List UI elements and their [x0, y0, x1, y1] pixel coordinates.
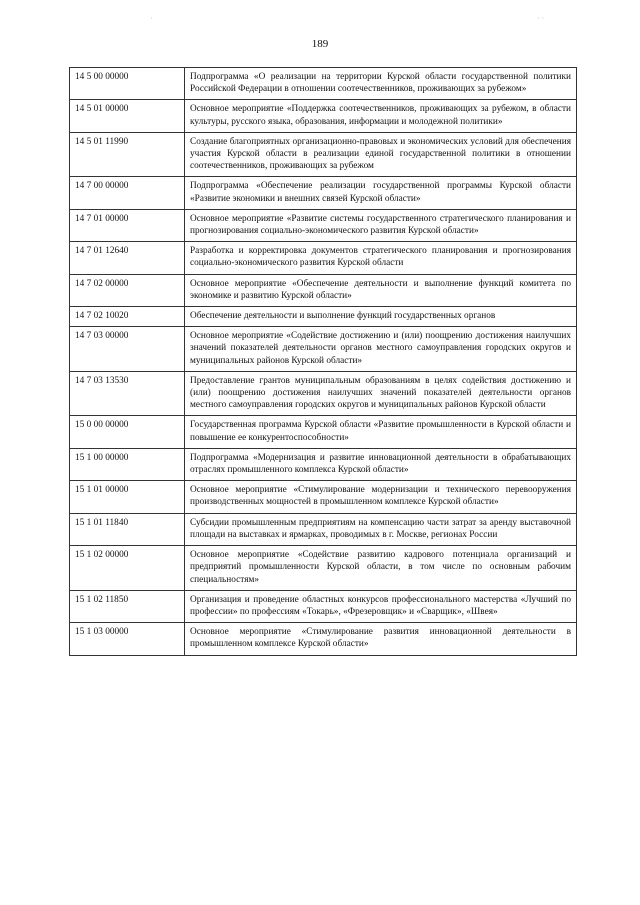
classification-code-cell: 14 7 01 12640: [70, 242, 185, 274]
classification-code-cell: 14 5 01 11990: [70, 132, 185, 177]
classification-code-cell: 15 1 03 00000: [70, 623, 185, 655]
classification-code-cell: 14 7 00 00000: [70, 177, 185, 209]
classification-code-cell: 15 1 01 00000: [70, 481, 185, 513]
table-row: [70, 209, 577, 241]
table-body: [70, 68, 577, 656]
classification-code-cell: 15 1 02 00000: [70, 546, 185, 591]
description-cell: Организация и проведение областных конкурсов профессионального мастерства «Лучший по профессии» по профессиям «Токарь», «Фрезеровщик» и «Сварщик», «Швея»: [185, 590, 577, 622]
classification-code-cell: 14 7 01 00000: [70, 209, 185, 241]
description-cell: Основное мероприятие «Поддержка соотечественников, проживающих за рубежом, в области культуры, русского языка, образования, информации и молодежной политики»: [185, 100, 577, 132]
table-row: [70, 448, 577, 480]
classification-code-cell: 15 1 01 11840: [70, 513, 185, 545]
table-row: [70, 132, 577, 177]
scan-speck: ·: [150, 14, 153, 23]
description-cell: Создание благоприятных организационно-правовых и экономических условий для обеспечения участия Курской области в реализации единой государственной политики в отношении соотечественников, проживающих за рубежом: [185, 132, 577, 177]
table-row: [70, 307, 577, 327]
scan-speck: · ·: [537, 14, 545, 23]
description-cell: Государственная программа Курской области «Развитие промышленности в Курской области и повышение ее конкурентоспособности»: [185, 416, 577, 448]
description-cell: Разработка и корректировка документов стратегического планирования и прогнозирования социально-экономического развития Курской области: [185, 242, 577, 274]
table-row: [70, 242, 577, 274]
classification-code-cell: 14 7 03 13530: [70, 371, 185, 416]
table-row: [70, 416, 577, 448]
description-cell: Подпрограмма «Модернизация и развитие инновационной деятельности в обрабатывающих отраслях промышленного комплекса Курской области»: [185, 448, 577, 480]
classification-code-cell: 15 1 00 00000: [70, 448, 185, 480]
description-cell: Основное мероприятие «Стимулирование развития инновационной деятельности в промышленном комплексе Курской области»: [185, 623, 577, 655]
classification-code-cell: 15 1 02 11850: [70, 590, 185, 622]
table-row: [70, 546, 577, 591]
description-cell: Основное мероприятие «Обеспечение деятельности и выполнение функций комитета по экономике и развитию Курской области»: [185, 274, 577, 306]
classification-code-cell: 14 5 00 00000: [70, 68, 185, 100]
description-cell: Основное мероприятие «Содействие развитию кадрового потенциала организаций и предприятий промышленности Курской области, в том числе по основным рабочим специальностям»: [185, 546, 577, 591]
description-cell: Предоставление грантов муниципальным образованиям в целях содействия достижению и (или) поощрению достижения наилучших значений показателей деятельности органов местного самоуправления городских округов и муниципальных районов Курской области: [185, 371, 577, 416]
description-cell: Основное мероприятие «Стимулирование модернизации и технического перевооружения производственных мощностей в промышленном комплексе Курской области»: [185, 481, 577, 513]
classification-code-cell: 14 7 02 00000: [70, 274, 185, 306]
table-row: [70, 177, 577, 209]
classification-code-cell: 14 5 01 00000: [70, 100, 185, 132]
table-row: [70, 100, 577, 132]
table-row: [70, 327, 577, 372]
description-cell: Субсидии промышленным предприятиям на компенсацию части затрат за аренду выставочной площади на выставках и ярмарках, проводимых в г. Москве, регионах России: [185, 513, 577, 545]
description-cell: Основное мероприятие «Содействие достижению и (или) поощрению достижения наилучших значений показателей деятельности органов местного самоуправления городских округов и муниципальных районов Курской области»: [185, 327, 577, 372]
table-row: [70, 623, 577, 655]
budget-classification-table: [69, 67, 577, 656]
table-row: [70, 274, 577, 306]
table-row: [70, 590, 577, 622]
page-number: 189: [311, 38, 329, 50]
classification-code-cell: 15 0 00 00000: [70, 416, 185, 448]
table-row: [70, 481, 577, 513]
classification-code-cell: 14 7 02 10020: [70, 307, 185, 327]
table-row: [70, 68, 577, 100]
classification-code-cell: 14 7 03 00000: [70, 327, 185, 372]
description-cell: Основное мероприятие «Развитие системы государственного стратегического планирования и прогнозирования социально-экономического развития Курской области»: [185, 209, 577, 241]
description-cell: Подпрограмма «Обеспечение реализации государственной программы Курской области «Развитие экономики и внешних связей Курской области»: [185, 177, 577, 209]
description-cell: Подпрограмма «О реализации на территории Курской области государственной политики Российской Федерации в отношении соотечественников, проживающих за рубежом»: [185, 68, 577, 100]
table-row: [70, 513, 577, 545]
table-row: [70, 371, 577, 416]
description-cell: Обеспечение деятельности и выполнение функций государственных органов: [185, 307, 577, 327]
